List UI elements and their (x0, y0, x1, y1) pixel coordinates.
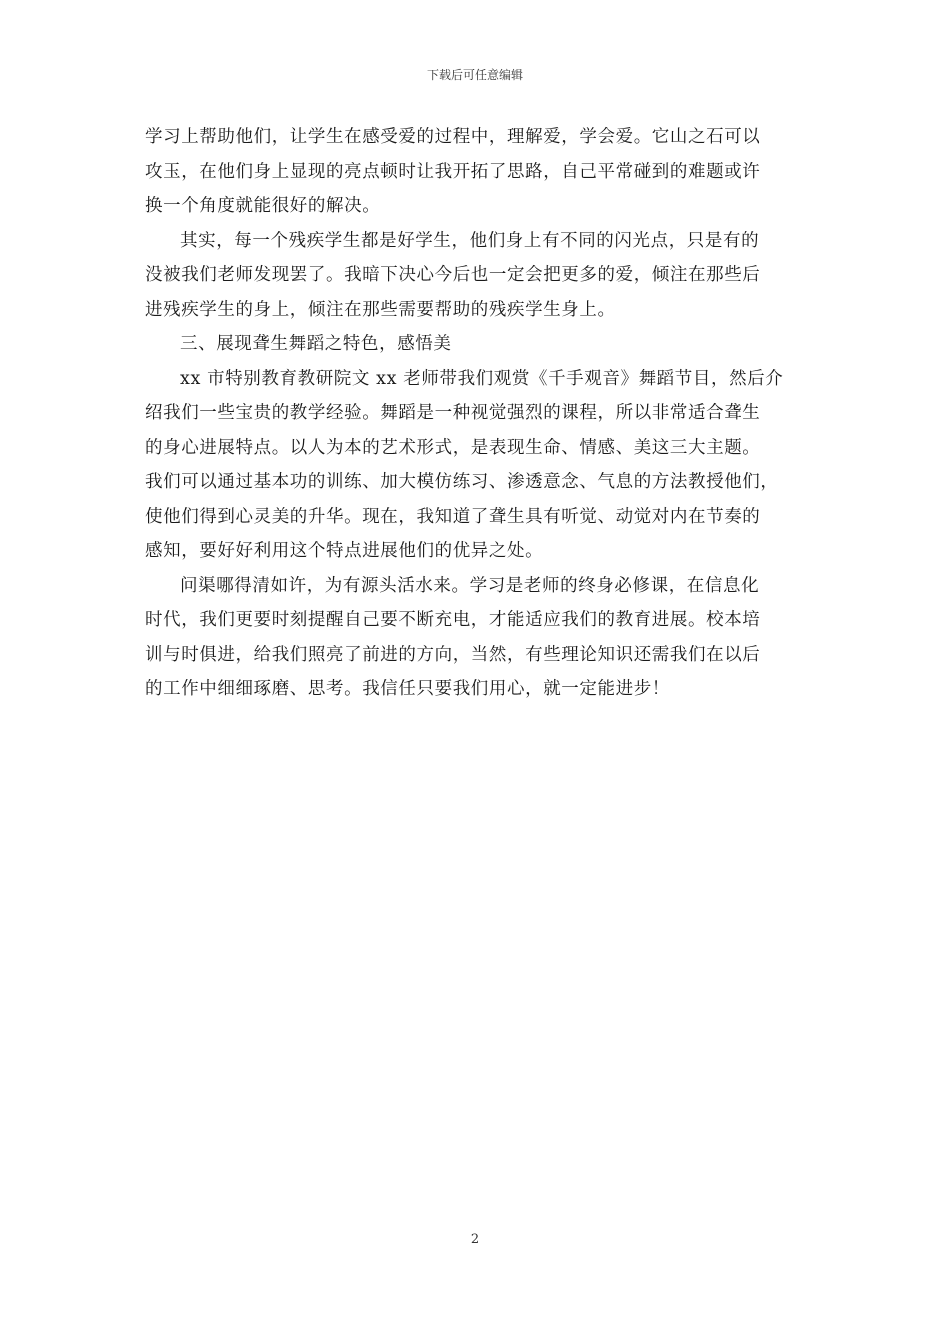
text-line: 时代，我们更要时刻提醒自己要不断充电，才能适应我们的教育进展。校本培 (145, 610, 761, 630)
paragraph-3 (145, 362, 815, 569)
text-line: 没被我们老师发现罢了。我暗下决心今后也一定会把更多的爱，倾注在那些后 (145, 265, 761, 285)
text-line: 我们可以通过基本功的训练、加大模仿练习、渗透意念、气息的方法教授他们， (145, 472, 779, 492)
text-line: xx 市特别教育教研院文 xx 老师带我们观赏《千手观音》舞蹈节目，然后介 (180, 368, 784, 389)
text-line: 其实，每一个残疾学生都是好学生，他们身上有不同的闪光点，只是有的 (180, 230, 760, 251)
text-line: 问渠哪得清如许，为有源头活水来。学习是老师的终身必修课，在信息化 (180, 575, 760, 596)
text-line: 进残疾学生的身上，倾注在那些需要帮助的残疾学生身上。 (145, 299, 616, 320)
paragraph-2 (145, 224, 815, 328)
text-line: 训与时俱进，给我们照亮了前进的方向，当然，有些理论知识还需我们在以后 (145, 644, 761, 665)
text-line: 感知，要好好利用这个特点进展他们的优异之处。 (145, 541, 544, 561)
text-line: 换一个角度就能很好的解决。 (145, 196, 381, 216)
text-line: 的工作中细细琢磨、思考。我信任只要我们用心，就一定能进步！ (145, 679, 670, 699)
text-line: 的身心进展特点。以人为本的艺术形式，是表现生命、情感、美这三大主题。 (145, 437, 761, 458)
section-heading (145, 327, 815, 362)
paragraph-4 (145, 569, 815, 707)
text-line: 学习上帮助他们，让学生在感受爱的过程中，理解爱，学会爱。它山之石可以 (145, 127, 761, 147)
paragraph-1 (145, 120, 815, 224)
heading-line: 三、展现聋生舞蹈之特色，感悟美 (180, 334, 452, 354)
page-header: 下载后可任意编辑 (426, 68, 523, 82)
document-body (145, 120, 815, 707)
text-line: 攻玉，在他们身上显现的亮点顿时让我开拓了思路，自己平常碰到的难题或许 (145, 161, 761, 182)
page-number: 2 (470, 1232, 480, 1247)
text-line: 使他们得到心灵美的升华。现在，我知道了聋生具有听觉、动觉对内在节奏的 (145, 506, 761, 527)
text-line: 绍我们一些宝贵的教学经验。舞蹈是一种视觉强烈的课程，所以非常适合聋生 (145, 403, 761, 423)
